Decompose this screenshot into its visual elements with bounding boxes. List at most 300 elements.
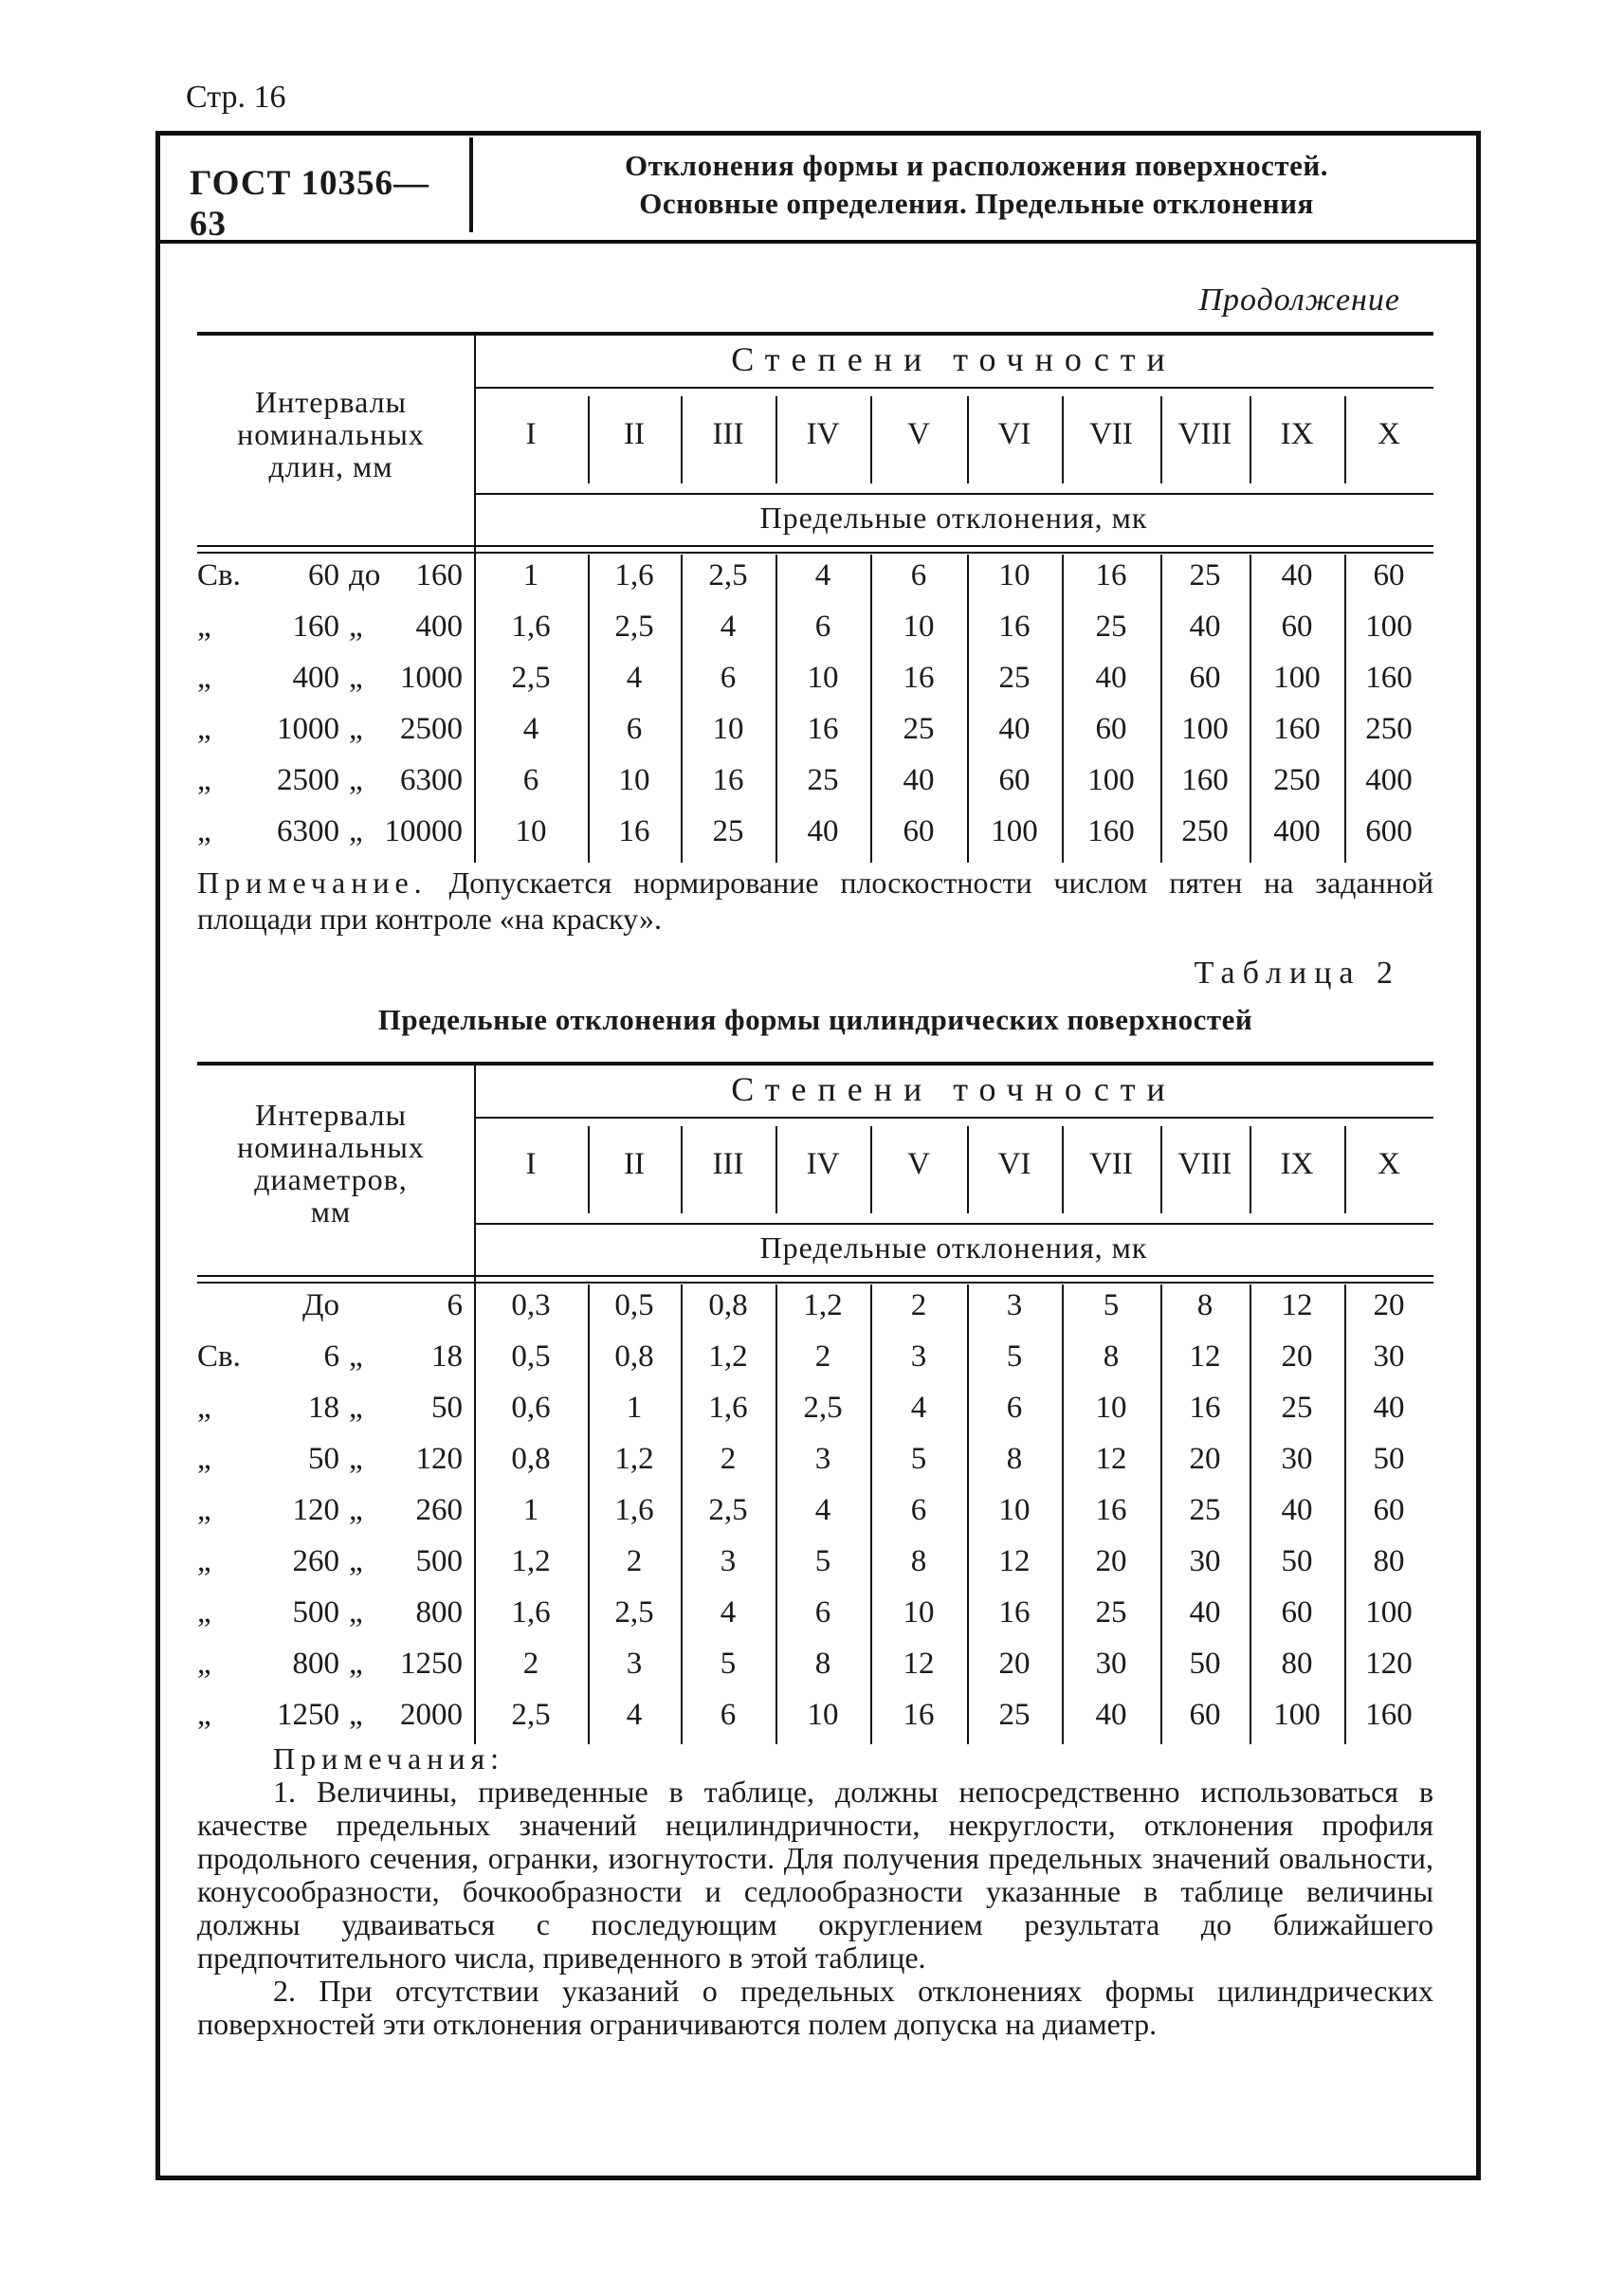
cell-value: 0,8 xyxy=(614,1339,654,1374)
table-1-note-text: Допускается нормирование плоскостности числом пятен на заданной площади при контроле «на краску». xyxy=(197,865,1434,936)
row-to: 50 xyxy=(431,1391,463,1425)
row-to: 2000 xyxy=(400,1698,463,1732)
row-mid: „ xyxy=(349,1391,363,1425)
cell-value: 10 xyxy=(807,1698,839,1732)
cell-value: 4 xyxy=(522,712,539,746)
body-column-separator xyxy=(967,555,969,863)
cell-value: 60 xyxy=(1189,661,1221,695)
cell-value: 25 xyxy=(807,763,839,797)
grade-separator xyxy=(967,1126,969,1213)
row-prefix: Св. xyxy=(197,1339,241,1374)
cell-value: 16 xyxy=(1189,1391,1221,1425)
row-prefix: „ xyxy=(197,661,211,695)
cell-value: 16 xyxy=(807,712,839,746)
grade-separator xyxy=(776,1126,777,1213)
cell-value: 8 xyxy=(910,1544,927,1578)
grade-7: VII xyxy=(1089,417,1133,451)
table-2 xyxy=(197,1062,1433,1744)
table-1-note-label: Примечание. xyxy=(197,865,428,900)
cell-value: 2,5 xyxy=(614,610,654,644)
cell-value: 120 xyxy=(1365,1647,1413,1681)
row-from: 18 xyxy=(308,1391,339,1425)
row-mid: „ xyxy=(349,1647,363,1681)
cell-value: 0,5 xyxy=(614,1288,654,1322)
body-column-separator xyxy=(1250,555,1251,863)
row-header-line: мм xyxy=(310,1194,352,1229)
cell-value: 1,6 xyxy=(708,1391,748,1425)
cell-value: 1,6 xyxy=(511,610,551,644)
cell-value: 6 xyxy=(910,558,927,592)
row-from: 60 xyxy=(308,558,339,592)
group-header: Степени точности xyxy=(731,1070,1177,1108)
row-prefix: „ xyxy=(197,1595,211,1630)
row-mid: „ xyxy=(349,814,363,848)
grade-10: X xyxy=(1378,417,1400,451)
cell-value: 10 xyxy=(807,661,839,695)
group-header-rule xyxy=(474,387,1433,389)
cell-value: 0,3 xyxy=(511,1288,551,1322)
row-header-line: длин, мм xyxy=(268,449,393,483)
grade-2: II xyxy=(624,1147,645,1181)
cell-value: 60 xyxy=(1281,610,1313,644)
row-prefix: „ xyxy=(197,1493,211,1527)
grade-10: X xyxy=(1378,1147,1400,1181)
body-column-separator xyxy=(870,555,872,863)
row-mid: „ xyxy=(349,661,363,695)
cell-value: 6 xyxy=(626,712,643,746)
cell-value: 40 xyxy=(1373,1391,1405,1425)
cell-value: 16 xyxy=(712,763,744,797)
cell-value: 400 xyxy=(1365,763,1413,797)
cell-value: 25 xyxy=(712,814,744,848)
row-from: 6300 xyxy=(277,814,339,848)
sub-header: Предельные отклонения, мк xyxy=(759,1230,1148,1265)
header-double-rule xyxy=(197,545,1433,554)
body-column-separator xyxy=(870,1284,872,1744)
row-from: 6 xyxy=(323,1339,339,1374)
table-row xyxy=(197,661,1433,712)
cell-value: 2,5 xyxy=(708,1493,748,1527)
table-2-notes xyxy=(197,1742,1433,2041)
cell-value: 400 xyxy=(1273,814,1321,848)
grade-separator xyxy=(1250,1126,1251,1213)
row-header-line: номинальных xyxy=(237,417,425,451)
cell-value: 20 xyxy=(1373,1288,1405,1322)
row-from: 500 xyxy=(292,1595,339,1630)
grade-separator xyxy=(1062,396,1064,483)
cell-value: 25 xyxy=(1189,558,1221,592)
cell-value: 10 xyxy=(998,1493,1031,1527)
cell-value: 10 xyxy=(903,610,935,644)
row-prefix: „ xyxy=(197,1544,211,1578)
row-from: 120 xyxy=(292,1493,339,1527)
cell-value: 25 xyxy=(998,661,1031,695)
table-top-rule xyxy=(197,332,1433,336)
cell-value: 6 xyxy=(1006,1391,1023,1425)
cell-value: 4 xyxy=(720,610,737,644)
row-to: 18 xyxy=(431,1339,463,1374)
row-prefix: „ xyxy=(197,1698,211,1732)
grade-separator xyxy=(776,396,777,483)
cell-value: 80 xyxy=(1281,1647,1313,1681)
body-column-separator xyxy=(588,555,590,863)
body-column-separator xyxy=(1062,555,1064,863)
body-column-separator xyxy=(588,1284,590,1744)
cell-value: 25 xyxy=(998,1698,1031,1732)
cell-value: 6 xyxy=(720,661,737,695)
body-column-separator xyxy=(1344,1284,1346,1744)
cell-value: 1,2 xyxy=(803,1288,843,1322)
cell-value: 60 xyxy=(1281,1595,1313,1630)
cell-value: 4 xyxy=(720,1595,737,1630)
cell-value: 4 xyxy=(626,1698,643,1732)
row-from: 2500 xyxy=(277,763,339,797)
row-from: 160 xyxy=(292,610,339,644)
row-prefix: „ xyxy=(197,763,211,797)
body-column-separator xyxy=(1160,555,1162,863)
row-to: 10000 xyxy=(384,814,463,848)
grade-separator xyxy=(1062,1126,1064,1213)
cell-value: 40 xyxy=(998,712,1031,746)
cell-value: 16 xyxy=(618,814,650,848)
cell-value: 20 xyxy=(1281,1339,1313,1374)
row-prefix: „ xyxy=(197,1647,211,1681)
row-to: 2500 xyxy=(400,712,463,746)
body-column-separator xyxy=(776,1284,777,1744)
cell-value: 160 xyxy=(1273,712,1321,746)
header-title-line2: Основные определения. Предельные отклонения xyxy=(639,187,1314,220)
grade-separator xyxy=(1160,1126,1162,1213)
body-column-separator xyxy=(1062,1284,1064,1744)
grade-1: I xyxy=(525,1147,537,1181)
row-from: До xyxy=(301,1288,339,1322)
grade-separator xyxy=(681,1126,683,1213)
body-column-separator xyxy=(967,1284,969,1744)
cell-value: 8 xyxy=(814,1647,831,1681)
cell-value: 12 xyxy=(1281,1288,1313,1322)
grade-separator xyxy=(681,396,683,483)
table-2-notes-label: Примечания: xyxy=(273,1741,505,1776)
cell-value: 3 xyxy=(910,1339,927,1374)
row-prefix: „ xyxy=(197,1442,211,1476)
cell-value: 5 xyxy=(910,1442,927,1476)
row-from: 800 xyxy=(292,1647,339,1681)
cell-value: 20 xyxy=(1095,1544,1127,1578)
row-prefix: „ xyxy=(197,712,211,746)
cell-value: 250 xyxy=(1273,763,1321,797)
cell-value: 40 xyxy=(1095,661,1127,695)
cell-value: 0,6 xyxy=(511,1391,551,1425)
cell-value: 2 xyxy=(626,1544,643,1578)
table-row xyxy=(197,1493,1433,1544)
cell-value: 25 xyxy=(1095,1595,1127,1630)
cell-value: 2 xyxy=(910,1288,927,1322)
cell-value: 1,2 xyxy=(511,1544,551,1578)
cell-value: 100 xyxy=(1365,610,1413,644)
cell-value: 2,5 xyxy=(803,1391,843,1425)
cell-value: 1,6 xyxy=(614,1493,654,1527)
header-title xyxy=(479,147,1474,223)
cell-value: 100 xyxy=(1365,1595,1413,1630)
cell-value: 3 xyxy=(814,1442,831,1476)
cell-value: 0,5 xyxy=(511,1339,551,1374)
cell-value: 40 xyxy=(1189,1595,1221,1630)
cell-value: 12 xyxy=(1189,1339,1221,1374)
cell-value: 1 xyxy=(522,1493,539,1527)
row-prefix: „ xyxy=(197,1391,211,1425)
cell-value: 60 xyxy=(998,763,1031,797)
cell-value: 2 xyxy=(522,1647,539,1681)
gost-number: ГОСТ 10356—63 xyxy=(190,164,429,244)
cell-value: 6 xyxy=(522,763,539,797)
table-row xyxy=(197,1595,1433,1647)
body-column-separator xyxy=(681,1284,683,1744)
row-to: 160 xyxy=(415,558,463,592)
header-separator xyxy=(469,137,473,232)
grade-separator xyxy=(1160,396,1162,483)
row-prefix: Св. xyxy=(197,558,241,592)
cell-value: 10 xyxy=(1095,1391,1127,1425)
table-row xyxy=(197,1442,1433,1493)
row-from: 50 xyxy=(308,1442,339,1476)
cell-value: 100 xyxy=(1181,712,1229,746)
grade-3: III xyxy=(712,417,744,451)
grade-4: IV xyxy=(806,1147,840,1181)
cell-value: 30 xyxy=(1189,1544,1221,1578)
cell-value: 6 xyxy=(910,1493,927,1527)
row-prefix: „ xyxy=(197,814,211,848)
cell-value: 6 xyxy=(814,1595,831,1630)
table-1 xyxy=(197,332,1433,863)
cell-value: 30 xyxy=(1373,1339,1405,1374)
cell-value: 5 xyxy=(1006,1339,1023,1374)
body-column-separator xyxy=(1344,555,1346,863)
cell-value: 250 xyxy=(1365,712,1413,746)
grade-separator xyxy=(588,396,590,483)
cell-value: 100 xyxy=(1087,763,1135,797)
table-2-note-2: 2. При отсутствии указаний о предельных отклонениях формы цилиндрических поверхностей эти отклонения ограничиваются полем допуска на диаметр. xyxy=(197,1974,1433,2041)
row-mid: до xyxy=(349,558,381,592)
body-column-separator xyxy=(776,555,777,863)
body-column-separator xyxy=(1160,1284,1162,1744)
cell-value: 50 xyxy=(1189,1647,1221,1681)
cell-value: 2,5 xyxy=(511,661,551,695)
cell-value: 60 xyxy=(1373,558,1405,592)
table-row xyxy=(197,763,1433,814)
cell-value: 20 xyxy=(1189,1442,1221,1476)
cell-value: 16 xyxy=(998,1595,1031,1630)
row-to: 1250 xyxy=(400,1647,463,1681)
cell-value: 2,5 xyxy=(614,1595,654,1630)
row-mid: „ xyxy=(349,763,363,797)
grade-1: I xyxy=(525,417,537,451)
cell-value: 40 xyxy=(807,814,839,848)
grade-6: VI xyxy=(997,417,1031,451)
grade-separator xyxy=(1250,396,1251,483)
grade-9: IX xyxy=(1280,1147,1314,1181)
cell-value: 16 xyxy=(903,1698,935,1732)
continuation-label: Продолжение xyxy=(1198,282,1400,318)
cell-value: 80 xyxy=(1373,1544,1405,1578)
cell-value: 16 xyxy=(998,610,1031,644)
cell-value: 160 xyxy=(1365,661,1413,695)
grade-9: IX xyxy=(1280,417,1314,451)
cell-value: 12 xyxy=(903,1647,935,1681)
row-mid: „ xyxy=(349,1698,363,1732)
cell-value: 60 xyxy=(1373,1493,1405,1527)
grade-separator xyxy=(588,1126,590,1213)
body-column-separator xyxy=(681,555,683,863)
row-from: 1250 xyxy=(277,1698,339,1732)
grade-6: VI xyxy=(997,1147,1031,1181)
row-mid: „ xyxy=(349,1339,363,1374)
cell-value: 6 xyxy=(720,1698,737,1732)
cell-value: 8 xyxy=(1196,1288,1213,1322)
cell-value: 20 xyxy=(998,1647,1031,1681)
row-mid: „ xyxy=(349,610,363,644)
row-prefix: „ xyxy=(197,610,211,644)
cell-value: 50 xyxy=(1281,1544,1313,1578)
cell-value: 2,5 xyxy=(708,558,748,592)
cell-value: 12 xyxy=(998,1544,1031,1578)
header-title-line1: Отклонения формы и расположения поверхностей. xyxy=(624,149,1329,182)
cell-value: 10 xyxy=(618,763,650,797)
table-1-note xyxy=(197,865,1433,937)
row-to: 6 xyxy=(447,1288,463,1322)
header-double-rule xyxy=(197,1275,1433,1284)
row-to: 120 xyxy=(415,1442,463,1476)
cell-value: 4 xyxy=(814,558,831,592)
cell-value: 50 xyxy=(1373,1442,1405,1476)
cell-value: 0,8 xyxy=(511,1442,551,1476)
table-row xyxy=(197,1288,1433,1339)
grade-separator xyxy=(967,396,969,483)
cell-value: 10 xyxy=(515,814,547,848)
cell-value: 8 xyxy=(1103,1339,1120,1374)
cell-value: 4 xyxy=(814,1493,831,1527)
cell-value: 60 xyxy=(903,814,935,848)
group-header-rule xyxy=(474,1117,1433,1119)
table-row xyxy=(197,1391,1433,1442)
sub-header: Предельные отклонения, мк xyxy=(759,501,1148,535)
grade-7: VII xyxy=(1089,1147,1133,1181)
row-header-line: Интервалы xyxy=(254,1098,408,1132)
cell-value: 1,6 xyxy=(614,558,654,592)
row-mid: „ xyxy=(349,1442,363,1476)
cell-value: 25 xyxy=(903,712,935,746)
row-header-line: номинальных xyxy=(237,1130,425,1164)
cell-value: 3 xyxy=(1006,1288,1023,1322)
body-column-separator xyxy=(1250,1284,1251,1744)
cell-value: 160 xyxy=(1181,763,1229,797)
grade-3: III xyxy=(712,1147,744,1181)
grade-4: IV xyxy=(806,417,840,451)
row-from: 1000 xyxy=(277,712,339,746)
grade-separator xyxy=(870,396,872,483)
cell-value: 3 xyxy=(626,1647,643,1681)
cell-value: 1 xyxy=(626,1391,643,1425)
cell-value: 0,8 xyxy=(708,1288,748,1322)
table-row xyxy=(197,814,1433,865)
cell-value: 1,2 xyxy=(708,1339,748,1374)
row-header-line: диаметров, xyxy=(254,1162,408,1196)
table-2-note-1: 1. Величины, приведенные в таблице, должны непосредственно использоваться в качестве предельных значений нецилиндричности, некруглости, отклонения профиля продольного сечения, огранки, изогнутости. Для получения предельных значений овальности, конусообразности, бочкообразности и седлообразности указанные в таблице величины должны удваиваться с последующим округлением результата до ближайшего предпочтительного числа, приведенного в этой таблице. xyxy=(197,1775,1433,1975)
row-from: 260 xyxy=(292,1544,339,1578)
cell-value: 160 xyxy=(1365,1698,1413,1732)
row-to: 1000 xyxy=(400,661,463,695)
cell-value: 10 xyxy=(998,558,1031,592)
cell-value: 5 xyxy=(720,1647,737,1681)
cell-value: 30 xyxy=(1281,1442,1313,1476)
table-row xyxy=(197,1339,1433,1391)
cell-value: 100 xyxy=(1273,661,1321,695)
page-number: Стр. 16 xyxy=(186,80,286,115)
table-row xyxy=(197,1647,1433,1698)
table-row xyxy=(197,1544,1433,1595)
cell-value: 25 xyxy=(1189,1493,1221,1527)
cell-value: 8 xyxy=(1006,1442,1023,1476)
cell-value: 40 xyxy=(1281,558,1313,592)
cell-value: 2 xyxy=(814,1339,831,1374)
cell-value: 16 xyxy=(1095,1493,1127,1527)
table-top-rule xyxy=(197,1062,1433,1066)
cell-value: 40 xyxy=(1095,1698,1127,1732)
grade-8: VIII xyxy=(1177,1147,1232,1181)
grades-rule xyxy=(474,493,1433,495)
cell-value: 2 xyxy=(720,1442,737,1476)
table-2-title: Предельные отклонения формы цилиндрических поверхностей xyxy=(377,1003,1253,1036)
cell-value: 4 xyxy=(626,661,643,695)
row-to: 800 xyxy=(415,1595,463,1630)
row-mid: „ xyxy=(349,1493,363,1527)
cell-value: 25 xyxy=(1281,1391,1313,1425)
cell-value: 1 xyxy=(522,558,539,592)
row-to: 260 xyxy=(415,1493,463,1527)
cell-value: 25 xyxy=(1095,610,1127,644)
cell-value: 60 xyxy=(1189,1698,1221,1732)
cell-value: 10 xyxy=(712,712,744,746)
cell-value: 250 xyxy=(1181,814,1229,848)
row-to: 500 xyxy=(415,1544,463,1578)
cell-value: 2,5 xyxy=(511,1698,551,1732)
grade-separator xyxy=(1344,1126,1346,1213)
table-row xyxy=(197,712,1433,763)
grade-8: VIII xyxy=(1177,417,1232,451)
cell-value: 40 xyxy=(903,763,935,797)
row-to: 6300 xyxy=(400,763,463,797)
cell-value: 40 xyxy=(1189,610,1221,644)
cell-value: 1,6 xyxy=(511,1595,551,1630)
grade-separator xyxy=(870,1126,872,1213)
group-header: Степени точности xyxy=(731,340,1177,378)
cell-value: 16 xyxy=(903,661,935,695)
grade-5: V xyxy=(907,1147,930,1181)
cell-value: 5 xyxy=(814,1544,831,1578)
row-header-line: Интервалы xyxy=(254,385,408,419)
table-2-label: Таблица 2 xyxy=(1194,956,1400,991)
cell-value: 12 xyxy=(1095,1442,1127,1476)
cell-value: 16 xyxy=(1095,558,1127,592)
cell-value: 40 xyxy=(1281,1493,1313,1527)
cell-value: 30 xyxy=(1095,1647,1127,1681)
cell-value: 5 xyxy=(1103,1288,1120,1322)
cell-value: 100 xyxy=(1273,1698,1321,1732)
grades-rule xyxy=(474,1223,1433,1225)
row-mid: „ xyxy=(349,712,363,746)
cell-value: 3 xyxy=(720,1544,737,1578)
cell-value: 100 xyxy=(991,814,1038,848)
grade-2: II xyxy=(624,417,645,451)
